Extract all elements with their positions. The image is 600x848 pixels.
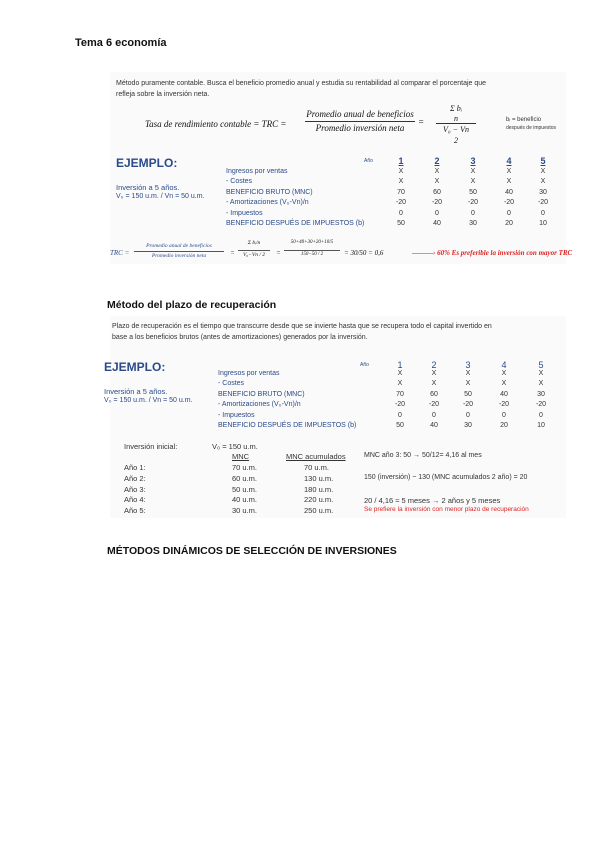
payback-acum-value: 220 u.m. bbox=[304, 495, 334, 505]
s2-cell: 10 bbox=[537, 422, 545, 429]
s2-ejemplo-heading: EJEMPLO: bbox=[104, 360, 166, 374]
s2-cell: X bbox=[465, 380, 471, 388]
s2-cell: 60 bbox=[430, 390, 438, 398]
s1-cell: 20 bbox=[505, 220, 513, 227]
s2-year-header-4: 4 bbox=[501, 360, 507, 370]
s2-year-header-3: 3 bbox=[465, 360, 471, 370]
trc-rhs-den2: 2 bbox=[454, 136, 458, 145]
trc-formula-lhs: Tasa de rendimiento contable = TRC = bbox=[145, 119, 287, 129]
trc-fraction-bar bbox=[305, 121, 415, 122]
calc-step3-bar bbox=[284, 250, 340, 251]
s1-row-label: - Impuestos bbox=[226, 209, 263, 217]
s2-cell: -20 bbox=[428, 401, 440, 409]
trc-formula-numerator: Promedio anual de beneficios bbox=[306, 109, 414, 119]
s1-intro-line2: refleja sobre la inversión neta. bbox=[116, 91, 210, 98]
s1-cell: 30 bbox=[539, 188, 547, 196]
s2-cell: X bbox=[397, 370, 403, 377]
s1-cell: X bbox=[470, 178, 476, 186]
s2-cell: X bbox=[431, 380, 437, 388]
calc-frac-den: Promedio inversión neta bbox=[151, 253, 207, 259]
s2-heading: Método del plazo de recuperación bbox=[107, 299, 277, 311]
s2-cell: 0 bbox=[466, 411, 470, 419]
s1-year-header-4: 4 bbox=[506, 156, 512, 166]
s3-heading: MÉTODOS DINÁMICOS DE SELECCIÓN DE INVERSIONES bbox=[107, 545, 397, 557]
calc-step3-num: 50+40+30+20+10/5 bbox=[290, 240, 334, 245]
payback-note2: 150 (inversión) − 130 (MNC acumulados 2 año) = 20 bbox=[364, 474, 528, 481]
s2-investment-line1: Inversión a 5 años. bbox=[104, 387, 168, 396]
calc-step2-bar bbox=[238, 250, 270, 251]
s1-row-label: - Costes bbox=[226, 178, 253, 186]
document-title: Tema 6 economía bbox=[75, 37, 167, 49]
s2-cell: 0 bbox=[398, 411, 402, 419]
s2-intro-line1: Plazo de recuperación es el tiempo que transcurre desde que se invierte hasta que se recupera todo el capital invertido en bbox=[112, 323, 492, 330]
payback-conclusion: Se prefiere la inversión con menor plazo de recuperación bbox=[364, 506, 529, 513]
payback-note3: 20 / 4,16 ≈ 5 meses → 2 años y 5 meses bbox=[364, 496, 501, 505]
trc-rhs-sum: Σ bᵢ bbox=[449, 104, 463, 113]
payback-year-label: Año 2: bbox=[124, 473, 146, 483]
s1-investment-line2: V₀ = 150 u.m. / Vn = 50 u.m. bbox=[116, 193, 205, 200]
payback-acum-value: 70 u.m. bbox=[304, 463, 330, 472]
s2-cell: 0 bbox=[502, 411, 506, 419]
trc-equals: = bbox=[418, 117, 425, 127]
calc-eq1: = bbox=[230, 249, 235, 257]
s1-cell: 60 bbox=[433, 188, 441, 196]
s1-cell: 0 bbox=[471, 209, 475, 217]
s2-cell: 70 bbox=[396, 390, 404, 398]
s2-year-header-1: 1 bbox=[397, 360, 403, 370]
payback-acum-value: 180 u.m. bbox=[304, 484, 334, 494]
initial-investment-value: V₀ = 150 u.m. bbox=[212, 442, 258, 451]
s1-year-header-5: 5 bbox=[540, 156, 546, 166]
s1-cell: 0 bbox=[399, 209, 403, 217]
payback-mnc-value: 60 u.m. bbox=[232, 473, 258, 483]
s2-row-label: BENEFICIO DESPUÉS DE IMPUESTOS (b) bbox=[218, 422, 357, 429]
col-acum-header: MNC acumulados bbox=[286, 452, 346, 461]
s2-investment-line2: V₀ = 150 u.m. / Vn = 50 u.m. bbox=[104, 397, 193, 404]
s1-cell: X bbox=[398, 178, 404, 186]
s2-row-label: - Costes bbox=[218, 380, 245, 388]
s1-year-header-3: 3 bbox=[470, 156, 476, 166]
payback-acum-value: 130 u.m. bbox=[304, 473, 334, 483]
payback-acum-value: 250 u.m. bbox=[304, 506, 334, 516]
payback-mnc-value: 40 u.m. bbox=[232, 495, 258, 505]
s1-ejemplo-heading: EJEMPLO: bbox=[116, 156, 178, 170]
s1-cell: -20 bbox=[395, 199, 407, 207]
s1-year-header-2: 2 bbox=[434, 156, 440, 166]
s1-cell: X bbox=[506, 178, 512, 186]
s2-cell: X bbox=[465, 370, 471, 377]
s1-cell: 50 bbox=[469, 188, 477, 196]
s1-cell: 50 bbox=[397, 220, 405, 227]
payback-mnc-value: 50 u.m. bbox=[232, 484, 258, 494]
s1-cell: -20 bbox=[503, 199, 515, 207]
s2-cell: X bbox=[501, 370, 507, 377]
s1-cell: X bbox=[540, 168, 546, 175]
s1-row-label: BENEFICIO BRUTO (MNC) bbox=[226, 188, 313, 196]
s2-cell: X bbox=[501, 380, 507, 388]
payback-year-label: Año 1: bbox=[124, 463, 146, 472]
s1-row-label: BENEFICIO DESPUÉS DE IMPUESTOS (b) bbox=[226, 220, 365, 227]
s1-cell: 0 bbox=[541, 209, 545, 217]
s1-cell: -20 bbox=[537, 199, 549, 207]
s2-cell: X bbox=[538, 370, 544, 377]
s2-cell: 50 bbox=[396, 422, 404, 429]
calc-eq2: = bbox=[276, 249, 281, 257]
note-bi-line2: después de impuestos bbox=[506, 125, 557, 131]
s1-row-label: Ingresos por ventas bbox=[226, 168, 288, 175]
calc-frac-bar bbox=[134, 251, 224, 252]
s2-cell: -20 bbox=[394, 401, 406, 409]
s2-cell: 30 bbox=[464, 422, 472, 429]
s2-year-label: Año bbox=[360, 362, 369, 368]
s1-cell: X bbox=[398, 168, 404, 175]
s1-cell: 10 bbox=[539, 220, 547, 227]
s1-investment-line1: Inversión a 5 años. bbox=[116, 183, 180, 192]
col-mnc-header: MNC bbox=[232, 452, 250, 461]
payback-mnc-value: 70 u.m. bbox=[232, 463, 258, 472]
calc-step3-den: 150−50 / 2 bbox=[300, 252, 324, 257]
s2-cell: -20 bbox=[498, 401, 510, 409]
initial-investment-label: Inversión inicial: bbox=[124, 442, 178, 451]
s2-cell: 40 bbox=[430, 422, 438, 429]
calc-step2-num: Σ bᵢ/n bbox=[247, 240, 261, 246]
payback-note1: MNC año 3: 50 → 50/12= 4,16 al mes bbox=[364, 452, 482, 459]
calc-conclusion: ———› 60% Es preferible la inversión con mayor TRC bbox=[412, 249, 573, 257]
trc-formula-denominator: Promedio inversión neta bbox=[315, 123, 405, 133]
s2-row-label: Ingresos por ventas bbox=[218, 370, 280, 377]
calc-step2-den: V₀−Vn / 2 bbox=[242, 252, 266, 258]
s1-year-label: Año bbox=[364, 158, 373, 164]
s2-year-header-2: 2 bbox=[431, 360, 437, 370]
s2-cell: 30 bbox=[537, 390, 545, 398]
s2-intro-line2: base a los beneficios brutos (antes de amortizaciones) generados por la inversión. bbox=[112, 334, 368, 341]
calc-prefix: TRC = bbox=[110, 249, 130, 257]
s1-intro-line1: Método puramente contable. Busca el beneficio promedio anual y estudia su rentabilidad al comparar el porcentaje que bbox=[116, 80, 487, 87]
trc-rhs-n: n bbox=[454, 114, 458, 123]
s1-cell: X bbox=[470, 168, 476, 175]
trc-rhs-bar bbox=[436, 123, 476, 124]
s2-cell: 0 bbox=[432, 411, 436, 419]
s2-cell: X bbox=[538, 380, 544, 388]
s1-cell: 0 bbox=[435, 209, 439, 217]
s2-cell: 40 bbox=[500, 390, 508, 398]
s1-cell: X bbox=[434, 178, 440, 186]
s2-row-label: BENEFICIO BRUTO (MNC) bbox=[218, 390, 305, 398]
s1-cell: 30 bbox=[469, 220, 477, 227]
s1-cell: X bbox=[434, 168, 440, 175]
payback-year-label: Año 4: bbox=[124, 495, 146, 505]
trc-rhs-den: V₀ − Vn bbox=[443, 125, 469, 134]
s2-cell: 50 bbox=[464, 390, 472, 398]
s1-cell: 70 bbox=[397, 188, 405, 196]
payback-year-label: Año 3: bbox=[124, 484, 146, 494]
s2-cell: -20 bbox=[535, 401, 547, 409]
s2-cell: -20 bbox=[462, 401, 474, 409]
s2-year-header-5: 5 bbox=[538, 360, 544, 370]
s1-cell: -20 bbox=[431, 199, 443, 207]
s1-cell: -20 bbox=[467, 199, 479, 207]
s2-cell: 20 bbox=[500, 422, 508, 429]
s1-cell: 40 bbox=[505, 188, 513, 196]
s1-cell: 0 bbox=[507, 209, 511, 217]
calc-frac-num: Promedio anual de beneficios bbox=[146, 243, 212, 249]
s2-cell: 0 bbox=[539, 411, 543, 419]
note-bi-line1: bᵢ = beneficio bbox=[506, 117, 542, 123]
s1-cell: X bbox=[540, 178, 546, 186]
s2-cell: X bbox=[397, 380, 403, 388]
payback-year-label: Año 5: bbox=[124, 506, 146, 516]
s2-row-label: - Amortizaciones (V₀-Vn)/n bbox=[218, 401, 301, 409]
s1-row-label: - Amortizaciones (V₀-Vn)/n bbox=[226, 199, 309, 207]
s2-row-label: - Impuestos bbox=[218, 411, 255, 419]
s1-year-header-1: 1 bbox=[398, 156, 404, 166]
calc-step4: = 30/50 = 0,6 bbox=[344, 249, 384, 257]
s1-cell: 40 bbox=[433, 220, 441, 227]
payback-mnc-value: 30 u.m. bbox=[232, 506, 258, 516]
s2-cell: X bbox=[431, 370, 437, 377]
s1-cell: X bbox=[506, 168, 512, 175]
